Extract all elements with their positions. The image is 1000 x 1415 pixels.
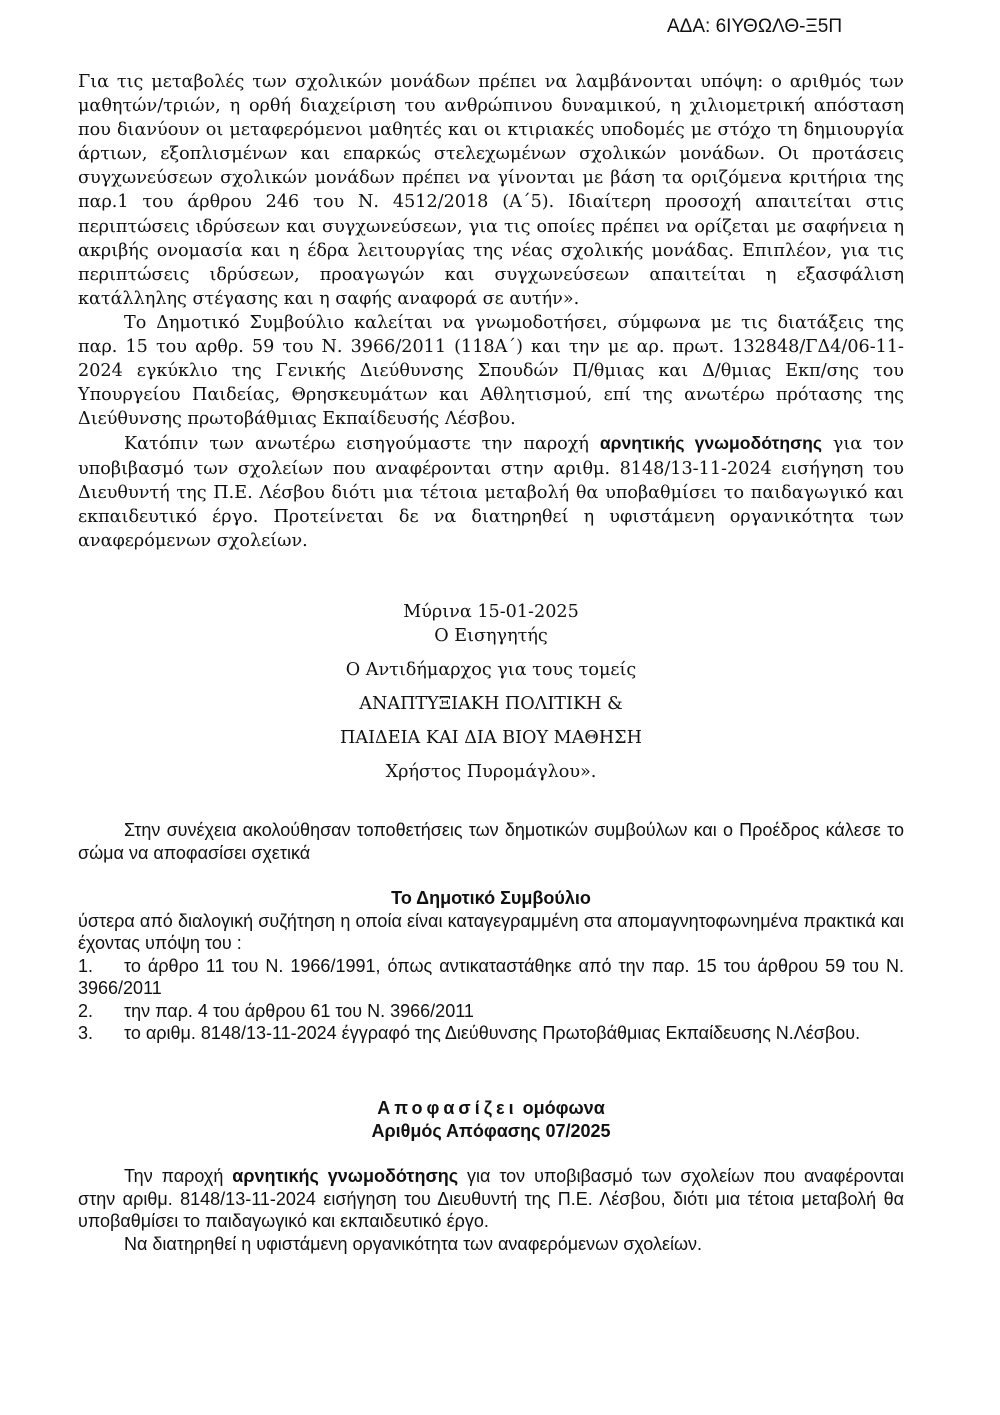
council-heading: Το Δημοτικό Συμβούλιο xyxy=(391,888,591,908)
negative-opinion-bold: αρνητικής γνωμοδότησης xyxy=(599,433,823,454)
decision-number: Αριθμός Απόφασης 07/2025 xyxy=(371,1120,611,1141)
decision-negative-opinion-bold: αρνητικής γνωμοδότησης xyxy=(232,1166,459,1186)
continuation-text xyxy=(78,819,904,864)
decision-paragraph-2: Να διατηρηθεί η υφιστάμενη οργανικότητα των αναφερόμενων σχολείων. xyxy=(124,1233,703,1254)
decision-section xyxy=(78,1097,904,1142)
signature-title-2: ΑΝΑΠΤΥΞΙΑΚΗ ΠΟΛΙΤΙΚΗ & xyxy=(359,694,623,714)
list-item: 2. την παρ. 4 του άρθρου 61 του Ν. 3966/2011 xyxy=(78,1000,474,1021)
continuation-paragraph: Στην συνέχεια ακολούθησαν τοποθετήσεις των δημοτικών συμβούλων και ο Προέδρος κάλεσε το σώμα να αποφασίσει σχετικά xyxy=(78,820,904,863)
intro-paragraph-3: Κατόπιν των ανωτέρω εισηγούμαστε την παροχή αρνητικής γνωμοδότησης για τον υποβιβασμό των σχολείων που αναφέρονται στην αριθμ. 8148/13-11-2024 εισήγηση του Διευθυντή της Π.Ε. Λέσβου διότι μια τέτοια μεταβολή θα υποβαθμίσει το παιδαγωγικό και εκπαιδευτικό έργο. Προτείνεται δε να διατηρηθεί η υφιστάμενη οργανικότητα των αναφερόμενων σχολείων. xyxy=(78,433,904,551)
ada-code: ΑΔΑ: 6ΙΥΘΩΛΘ-Ξ5Π xyxy=(667,16,843,37)
list-item: 1. το άρθρο 11 του Ν. 1966/1991, όπως αντικαταστάθηκε από την παρ. 15 του άρθρου 59 του Ν. 3966/2011 xyxy=(78,955,904,998)
signature-place-date: Μύρινα 15-01-2025 xyxy=(403,602,579,622)
intro-paragraph-2: Το Δημοτικό Συμβούλιο καλείται να γνωμοδοτήσει, σύμφωνα με τις διατάξεις της παρ. 15 του αρθρ. 59 του Ν. 3966/2011 (118Α΄) και την με αρ. πρωτ. 132848/ΓΔ4/06-11-2024 εγκύκλιο της Γενικής Διεύθυνσης Σπουδών Π/θμιας και Δ/θμιας Εκπ/σης του Υπουργείου Παιδείας, Θρησκευμάτων και Αθλητισμού, επί της ανωτέρω πρότασης της Διεύθυνσης πρωτοβάθμιας Εκπαίδευσής Λέσβου. xyxy=(78,312,904,430)
council-intro: ύστερα από διαλογική συζήτηση η οποία είναι καταγεγραμμένη στα απομαγνητοφωνημένα πρακτικά και έχοντας υπόψη του : xyxy=(78,910,904,953)
decision-paragraph-1: Την παροχή αρνητικής γνωμοδότησης για τον υποβιβασμό των σχολείων που αναφέρονται στην αριθμ. 8148/13-11-2024 εισήγηση του Διευθυντή της Π.Ε. Λέσβου, διότι μια τέτοια μεταβολή θα υποβαθμίσει το παιδαγωγικό και εκπαιδευτικό έργο. xyxy=(78,1166,904,1231)
signature-name: Χρήστος Πυρομάγλου». xyxy=(385,762,597,782)
decision-heading: Αποφασίζει ομόφωνα xyxy=(377,1098,605,1118)
signature-role: Ο Εισηγητής xyxy=(434,626,548,646)
signature-title-1: Ο Αντιδήμαρχος για τους τομείς xyxy=(345,660,637,680)
council-section xyxy=(78,887,904,1045)
list-item: 3. το αριθμ. 8148/13-11-2024 έγγραφό της Διεύθυνσης Πρωτοβάθμιας Εκπαίδευσης Ν.Λέσβου. xyxy=(78,1023,861,1043)
decision-text xyxy=(78,1165,904,1255)
intro-paragraph-1: Για τις μεταβολές των σχολικών μονάδων πρέπει να λαμβάνονται υπόψη: ο αριθμός των μαθητών/τριών, η ορθή διαχείριση του ανθρώπινου δυναμικού, η χιλιομετρική απόσταση που διανύουν οι μεταφερόμενοι μαθητές και οι κτιριακές υποδομές με στόχο τη δημιουργία άρτιων, εξοπλισμένων και επαρκώς στελεχωμένων σχολικών μονάδων. Οι προτάσεις συγχωνεύσεων σχολικών μονάδων πρέπει να γίνονται με βάση τα οριζόμενα κριτήρια της παρ.1 του άρθρου 246 του Ν. 4512/2018 (Α΄5). Ιδιαίτερη προσοχή απαιτείται στις περιπτώσεις ιδρύσεων και συγχωνεύσεων, για τις οποίες πρέπει να ορίζεται με σαφήνεια η ακριβής ονομασία και η έδρα λειτουργίας της νέας σχολικής μονάδας. Επιπλέον, για τις περιπτώσεις ιδρύσεων, προαγωγών και συγχωνεύσεων απαιτείται η εξασφάλιση κατάλληλης στέγασης και η σαφής αναφορά σε αυτήν». xyxy=(78,72,904,309)
recommendation-text xyxy=(78,70,904,553)
signature-title-3: ΠΑΙΔΕΙΑ ΚΑΙ ΔΙΑ ΒΙΟΥ ΜΑΘΗΣΗ xyxy=(340,728,642,748)
